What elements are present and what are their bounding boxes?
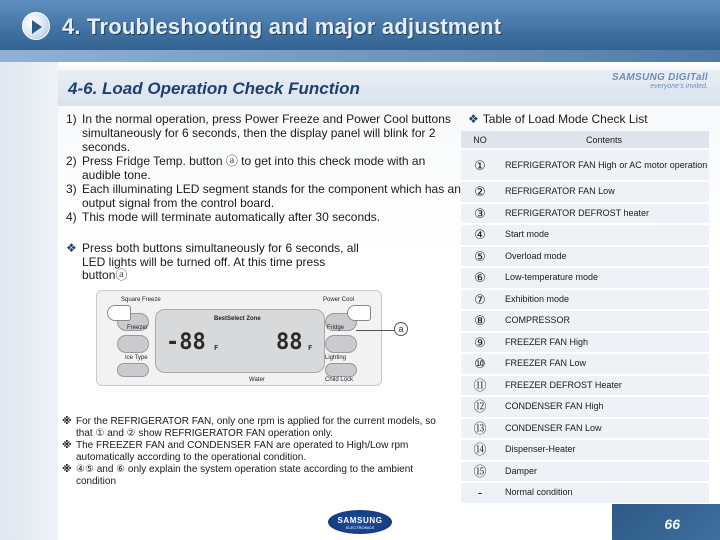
instruction-item — [66, 182, 466, 210]
row-no: ⑫ — [461, 397, 499, 417]
table-row — [461, 247, 709, 267]
samsung-logo — [328, 510, 392, 534]
header-title: 4. Troubleshooting and major adjustment — [62, 14, 502, 39]
instruction-text: In the normal operation, press Power Freeze and Power Cool buttons simultaneously for 6 seconds, then the display panel will blink for 2 seconds. — [82, 112, 451, 154]
instruction-num: 2) — [66, 154, 77, 168]
callout-a: a — [394, 322, 408, 336]
logo-subtext: ELECTRONICS — [345, 525, 375, 530]
note — [66, 242, 366, 283]
row-no: ⑦ — [461, 290, 499, 310]
remark-text: The FREEZER FAN and CONDENSER FAN are operated to High/Low rpm automatically according to the operational condition. — [76, 440, 409, 463]
left-rail — [0, 62, 58, 540]
row-no: ⑤ — [461, 247, 499, 267]
remarks — [62, 416, 442, 488]
instruction-num: 1) — [66, 112, 77, 126]
section-title: 4-6. Load Operation Check Function — [68, 79, 360, 98]
remark-mark: ※ — [62, 416, 72, 427]
row-content: REFRIGERATOR FAN High or AC motor operation — [499, 150, 709, 180]
instruction-item — [66, 154, 466, 182]
table-row — [461, 397, 709, 417]
col-header-no: NO — [461, 131, 499, 148]
square-freeze-label: Square Freeze — [121, 297, 161, 303]
table-row — [461, 440, 709, 460]
header-arrow-icon — [22, 12, 50, 40]
instruction-item — [66, 112, 466, 154]
freezer-label: Freezer — [127, 325, 148, 331]
fridge-temp-display: 88 — [276, 330, 303, 355]
remark-text: For the REFRIGERATOR FAN, only one rpm is applied for the current models, so that ① and ② show REFRIGERATOR FAN operation only. — [76, 416, 436, 439]
lighting-label: Lighting — [325, 355, 347, 361]
instruction-text: Press Fridge Temp. button ⓐ to get into this check mode with an audible tone. — [82, 154, 426, 182]
remark — [62, 416, 442, 439]
led-display — [155, 309, 325, 373]
instruction-num: 3) — [66, 182, 77, 196]
freezer-button — [117, 335, 149, 353]
water-label: Water — [249, 377, 265, 383]
instruction-text: Each illuminating LED segment stands for the component which has an output signal from the control board. — [82, 182, 461, 210]
page-number-box — [612, 504, 720, 540]
table-row — [461, 290, 709, 310]
table-title — [468, 112, 648, 126]
row-content: REFRIGERATOR DEFROST heater — [499, 204, 709, 224]
row-no: ⑬ — [461, 419, 499, 439]
row-no: ⑥ — [461, 268, 499, 288]
row-content: Start mode — [499, 225, 709, 245]
table-row — [461, 182, 709, 202]
row-no: ⑭ — [461, 440, 499, 460]
table-row — [461, 333, 709, 353]
table-row — [461, 204, 709, 224]
freezer-temp-display: -88 — [166, 330, 206, 355]
row-no: ② — [461, 182, 499, 202]
power-cool-label: Power Cool — [323, 297, 355, 303]
row-content: Dispenser-Heater — [499, 440, 709, 460]
load-mode-table — [461, 129, 709, 505]
header-stripe — [0, 50, 720, 62]
logo-text: SAMSUNG — [337, 516, 383, 525]
remark — [62, 440, 442, 463]
instruction-text: This mode will terminate automatically after 30 seconds. — [82, 210, 381, 224]
row-no: ⑮ — [461, 462, 499, 482]
table-row — [461, 376, 709, 396]
fridge-label: Fridge — [327, 325, 345, 331]
row-content: CONDENSER FAN High — [499, 397, 709, 417]
row-no: ① — [461, 150, 499, 180]
instruction-item — [66, 210, 466, 224]
freezer-temp-unit: F — [214, 344, 219, 352]
ice-type-label: Ice Type — [125, 355, 148, 361]
row-content: COMPRESSOR — [499, 311, 709, 331]
row-content: CONDENSER FAN Low — [499, 419, 709, 439]
table-row — [461, 419, 709, 439]
row-content: REFRIGERATOR FAN Low — [499, 182, 709, 202]
row-no: - — [461, 483, 499, 503]
row-content: Damper — [499, 462, 709, 482]
row-no: ④ — [461, 225, 499, 245]
note-bullet-icon: ❖ — [66, 241, 77, 255]
instruction-num: 4) — [66, 210, 77, 224]
row-content: Overload mode — [499, 247, 709, 267]
lighting-button — [325, 363, 357, 377]
row-no: ⑨ — [461, 333, 499, 353]
table-row — [461, 483, 709, 503]
remark — [62, 464, 442, 487]
table-bullet-icon: ❖ — [468, 112, 479, 126]
row-content: FREEZER DEFROST Heater — [499, 376, 709, 396]
table-row — [461, 225, 709, 245]
row-content: FREEZER FAN High — [499, 333, 709, 353]
brand-sub: everyone's invited. — [650, 83, 708, 90]
row-no: ③ — [461, 204, 499, 224]
brand-logo — [598, 72, 708, 96]
note-text: Press both buttons simultaneously for 6 seconds, all LED lights will be turned off. At this time press buttonⓐ — [82, 241, 359, 282]
col-header-contents: Contents — [499, 131, 709, 148]
table-row — [461, 462, 709, 482]
instruction-list — [66, 112, 466, 224]
child-lock-label: Child Lock — [325, 377, 354, 383]
fridge-temp-unit: F — [308, 344, 313, 352]
hand-left-icon — [107, 305, 131, 321]
table-row — [461, 268, 709, 288]
remark-mark: ※ — [62, 440, 72, 451]
row-content: Normal condition — [499, 483, 709, 503]
row-no: ⑩ — [461, 354, 499, 374]
row-no: ⑧ — [461, 311, 499, 331]
table-row — [461, 354, 709, 374]
remark-text: ④⑤ and ⑥ only explain the system operation state according to the ambient condition — [76, 464, 414, 487]
ice-type-button — [117, 363, 149, 377]
brand-main: SAMSUNG DIGITall — [611, 72, 708, 83]
row-content: Exhibition mode — [499, 290, 709, 310]
table-row — [461, 150, 709, 180]
fridge-button — [325, 335, 357, 353]
row-content: Low-temperature mode — [499, 268, 709, 288]
table-header-row — [461, 131, 709, 148]
bestselect-zone-label: BestSelect Zone — [214, 316, 261, 322]
remark-mark: ※ — [62, 464, 72, 475]
callout-line — [356, 330, 394, 331]
table-title-text: Table of Load Mode Check List — [482, 112, 648, 126]
hand-right-icon — [347, 305, 371, 321]
row-no: ⑪ — [461, 376, 499, 396]
row-content: FREEZER FAN Low — [499, 354, 709, 374]
table-row — [461, 311, 709, 331]
page-number: 66 — [664, 516, 680, 532]
control-panel-figure — [96, 290, 382, 386]
